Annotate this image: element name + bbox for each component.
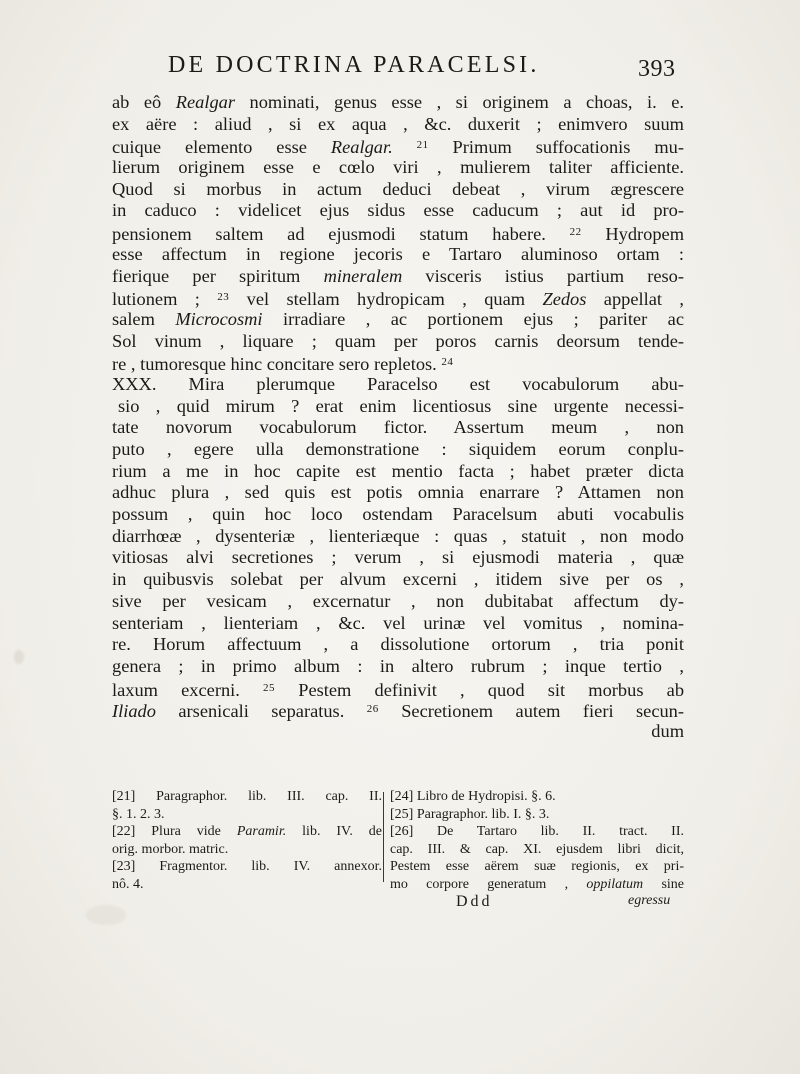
text-line bbox=[112, 352, 684, 374]
text-line bbox=[112, 569, 684, 591]
footnote-line bbox=[390, 858, 684, 876]
signature-mark: Ddd bbox=[456, 893, 493, 910]
text-segment: esse affectum in regione jecoris e Tartaro aluminoso ortam : bbox=[112, 243, 684, 264]
text-line bbox=[112, 222, 684, 244]
footnote-reference: 26 bbox=[366, 703, 379, 716]
text-segment: nô. 4. bbox=[112, 876, 144, 892]
text-line bbox=[112, 526, 684, 548]
text-line bbox=[112, 92, 684, 114]
text-line bbox=[112, 439, 684, 461]
text-segment: mo corpore generatum , bbox=[390, 876, 587, 892]
text-segment: [26] De Tartaro lib. II. tract. II. bbox=[390, 824, 684, 839]
text-segment: ex aëre : aliud , si ex aqua , &c. duxerit ; enimvero suum bbox=[112, 113, 684, 134]
text-segment: cap. III. & cap. XI. ejusdem libri dicit, bbox=[390, 841, 684, 857]
catchword: egressu bbox=[628, 893, 671, 908]
text-segment: Primum suffocationis mu- bbox=[428, 137, 684, 158]
text-segment: fierique per spiritum bbox=[112, 265, 324, 286]
text-line bbox=[112, 266, 684, 288]
text-segment: re. Horum affectuum , a dissolutione ortorum , tria ponit bbox=[112, 634, 684, 655]
text-segment: in quibusvis solebat per alvum excerni , itidem sive per os , bbox=[112, 569, 684, 590]
text-segment: arsenicali separatus. bbox=[155, 701, 367, 721]
text-segment: possum , quin hoc loco ostendam Paracelsum abuti vocabulis bbox=[112, 504, 684, 525]
text-segment: visceris istius partium reso- bbox=[402, 265, 684, 286]
text-segment: [25] Paragraphor. lib. I. §. 3. bbox=[390, 806, 550, 822]
text-segment: Pestem esse aërem suæ regionis, ex pri- bbox=[390, 859, 684, 874]
text-segment: re , tumoresque hinc concitare sero repletos. bbox=[112, 354, 442, 374]
footnote-line bbox=[390, 823, 684, 841]
footnote-line bbox=[112, 858, 382, 876]
footnote-line bbox=[390, 806, 684, 824]
text-segment: tate novorum vocabulorum fictor. Assertum meum , non bbox=[112, 417, 684, 438]
paper-stain bbox=[86, 905, 126, 925]
footnote-reference: 25 bbox=[263, 681, 276, 694]
text-segment: XXX. Mira plerumque Paracelso est vocabulorum abu- bbox=[112, 373, 684, 394]
footnote-reference: 24 bbox=[441, 356, 454, 369]
footnotes-right-column bbox=[390, 788, 684, 893]
text-segment: Sol vinum , liquare ; quam per poros carnis deorsum tende- bbox=[112, 330, 684, 351]
text-line bbox=[112, 504, 684, 526]
text-segment: Quod si morbus in actum deduci debeat , virum ægrescere bbox=[112, 178, 684, 199]
text-segment: in caduco : videlicet ejus sidus esse caducum ; aut id pro- bbox=[112, 200, 684, 221]
text-segment: laxum excerni. bbox=[112, 679, 264, 700]
footnotes bbox=[112, 788, 684, 908]
footnote-line bbox=[112, 876, 382, 894]
text-line bbox=[112, 200, 684, 222]
text-segment: Pestem definivit , quod sit morbus ab bbox=[275, 679, 684, 700]
text-line bbox=[112, 482, 684, 504]
text-line bbox=[112, 613, 684, 635]
text-segment: [21] Paragraphor. lib. III. cap. II. bbox=[112, 789, 382, 804]
text-segment bbox=[393, 137, 417, 157]
text-segment: adhuc plura , sed quis est potis omnia enarrare ? Attamen non bbox=[112, 482, 684, 503]
italic-term: Paramir. bbox=[236, 824, 287, 839]
text-segment: lutionem ; bbox=[112, 289, 218, 309]
footnote-reference: 21 bbox=[416, 139, 429, 152]
footnote-line bbox=[112, 823, 382, 841]
footnote-line bbox=[390, 788, 684, 806]
text-line bbox=[112, 461, 684, 483]
italic-term: oppilatum bbox=[586, 876, 644, 892]
text-line bbox=[112, 374, 684, 396]
text-segment: Hydropem bbox=[581, 224, 684, 244]
text-line bbox=[112, 244, 684, 266]
text-segment: [24] Libro de Hydropisi. §. 6. bbox=[390, 789, 556, 804]
text-segment: rium a me in hoc capite est mentio facta ; habet præter dicta bbox=[112, 460, 684, 481]
text-segment: salem bbox=[112, 308, 176, 329]
text-line bbox=[112, 547, 684, 569]
italic-term: Zedos bbox=[542, 289, 587, 309]
footnote-line bbox=[390, 841, 684, 859]
text-segment: sine bbox=[643, 876, 684, 892]
text-segment: vitiosas alvi secretiones ; verum , si ejusmodi materia , quæ bbox=[112, 547, 684, 568]
text-line bbox=[112, 591, 684, 613]
italic-term: Realgar bbox=[175, 92, 235, 112]
text-line bbox=[112, 417, 684, 439]
text-line bbox=[112, 678, 684, 700]
text-segment: lierum originem esse e cœlo viri , mulierem taliter afficiente. bbox=[112, 157, 684, 178]
text-segment: puto , egere ulla demonstratione : siquidem eorum conplu- bbox=[112, 439, 684, 459]
text-line bbox=[112, 114, 684, 136]
italic-term: Microcosmi bbox=[175, 308, 263, 329]
text-segment: genera ; in primo album : in altero rubrum ; inque tertio , bbox=[112, 655, 684, 676]
italic-term: Iliado bbox=[112, 701, 156, 721]
text-segment: nominati, genus esse , si originem a choas, i. e. bbox=[235, 92, 684, 112]
footnote-reference: 22 bbox=[569, 226, 582, 239]
text-segment: dum bbox=[651, 720, 684, 741]
text-segment: [22] Plura vide bbox=[112, 824, 237, 839]
text-segment: lib. IV. de bbox=[286, 824, 382, 839]
text-line bbox=[112, 287, 684, 309]
text-line bbox=[112, 135, 684, 157]
text-segment: sive per vesicam , excernatur , non dubitabat affectum dy- bbox=[112, 590, 684, 611]
text-line bbox=[112, 699, 684, 721]
footnote-line bbox=[112, 806, 382, 824]
footnotes-left-column bbox=[112, 788, 382, 893]
text-line bbox=[112, 396, 684, 418]
footnote-reference: 23 bbox=[217, 291, 230, 304]
text-line bbox=[112, 331, 684, 353]
text-segment: orig. morbor. matric. bbox=[112, 841, 229, 857]
text-line bbox=[112, 656, 684, 678]
text-segment: §. 1. 2. 3. bbox=[112, 806, 165, 822]
italic-term: Realgar. bbox=[330, 137, 393, 158]
text-segment: diarrhœæ , dysenteriæ , lienteriæque : quas , statuit , non modo bbox=[112, 525, 684, 546]
footnote-line bbox=[112, 841, 382, 859]
running-title: DE DOCTRINA PARACELSI. bbox=[168, 52, 540, 78]
text-segment: sio , quid mirum ? erat enim licentiosus sine urgente necessi- bbox=[118, 395, 684, 416]
text-segment: Secretionem autem fieri secun- bbox=[378, 701, 684, 721]
italic-term: mineralem bbox=[323, 265, 403, 286]
text-segment: cuique elemento esse bbox=[112, 137, 331, 158]
text-segment: irradiare , ac portionem ejus ; pariter ac bbox=[262, 308, 684, 329]
text-line bbox=[112, 721, 684, 743]
text-segment: [23] Fragmentor. lib. IV. annexor. bbox=[112, 859, 382, 874]
footnote-column-divider bbox=[383, 792, 384, 882]
text-line bbox=[112, 309, 684, 331]
footnote-line bbox=[390, 876, 684, 894]
text-segment: appellat , bbox=[586, 289, 684, 309]
page-number: 393 bbox=[638, 56, 676, 82]
text-segment: senteriam , lienteriam , &c. vel urinæ vel vomitus , nomina- bbox=[112, 612, 684, 633]
footnote-line bbox=[112, 788, 382, 806]
text-line bbox=[112, 157, 684, 179]
text-segment: pensionem saltem ad ejusmodi statum habere. bbox=[112, 224, 570, 244]
text-line bbox=[112, 634, 684, 656]
text-segment: vel stellam hydropicam , quam bbox=[229, 289, 543, 309]
running-head bbox=[0, 52, 800, 86]
text-segment: ab eô bbox=[112, 92, 176, 112]
paper-stain bbox=[14, 650, 24, 664]
main-text bbox=[112, 92, 684, 743]
text-line bbox=[112, 179, 684, 201]
